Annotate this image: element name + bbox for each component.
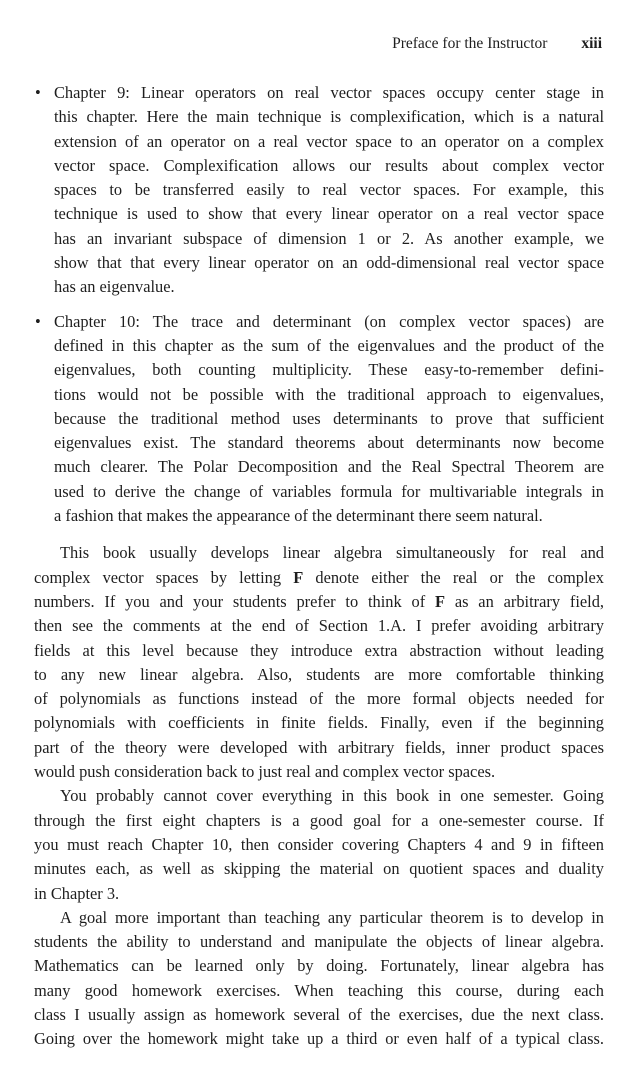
running-head — [392, 34, 602, 54]
text-line: A goal more important than teaching any particular theorem is to develop in — [60, 907, 604, 927]
text-line: many good homework exercises. When teaching this course, during each — [34, 980, 604, 1000]
text-line: used to derive the change of variables formula for multivariable integrals in — [54, 481, 604, 501]
text-line: Chapter 9: Linear operators on real vector spaces occupy center stage in — [54, 83, 604, 102]
field-symbol: F — [434, 591, 445, 611]
text-line: vector space. Complexification allows our results about complex vector — [54, 155, 604, 175]
text-line: has an eigenvalue. — [54, 277, 175, 297]
text-line: part of the theory were developed with arbitrary fields, inner product spaces — [34, 737, 604, 757]
text-line: to any new linear algebra. Also, students are more comfortable thinking — [34, 664, 604, 684]
text-line: polynomials with coefficients in finite fields. Finally, even if the beginning — [34, 713, 604, 733]
text-line: technique is used to show that every linear operator on a real vector space — [54, 204, 604, 224]
text-line: then see the comments at the end of Section 1.A. I prefer avoiding arbitrary — [34, 616, 604, 636]
text-line: Going over the homework might take up a third or even half of a typical class. — [34, 1029, 604, 1049]
text-line: students the ability to understand and manipulate the objects of linear algebra. — [34, 932, 604, 952]
text-line: eigenvalues exist. The standard theorems about determinants now become — [54, 433, 604, 453]
text-line: through the first eight chapters is a good goal for a one-semester course. If — [34, 810, 604, 830]
text-line: Mathematics can be learned only by doing. Fortunately, linear algebra has — [34, 956, 604, 976]
bullet-item-chapter-9 — [34, 81, 604, 300]
text-line: eigenvalues, both counting multiplicity. These easy-to-remember defini- — [54, 360, 604, 380]
text-line: of polynomials as functions instead of the more formal objects needed for — [34, 689, 604, 709]
page-body — [34, 81, 604, 1052]
text-line: Chapter 10: The trace and determinant (on complex vector spaces) are — [54, 311, 604, 331]
text-line: You probably cannot cover everything in this book in one semester. Going — [60, 786, 604, 806]
text-line: numbers. If you and your students prefer to think of F as an arbitrary field, — [34, 591, 604, 611]
paragraph-fields — [34, 541, 604, 784]
text-line: a fashion that makes the appearance of the determinant there seem natural. — [54, 506, 543, 526]
bullet-item-chapter-10 — [34, 310, 604, 529]
paragraph-goal — [34, 906, 604, 1052]
text-line: complex vector spaces by letting F denote either the real or the complex — [34, 567, 604, 587]
text-line: in Chapter 3. — [34, 883, 120, 903]
text-line: extension of an operator on a real vector space to an operator on a complex — [54, 131, 604, 151]
text-line: tions would not be possible with the traditional approach to eigenvalues, — [54, 384, 604, 404]
text-line: class I usually assign as homework several of the exercises, due the next class. — [34, 1004, 604, 1024]
text-line: you must reach Chapter 10, then consider covering Chapters 4 and 9 in fifteen — [34, 834, 604, 854]
text-line: has an invariant subspace of dimension 1 or 2. As another example, we — [54, 228, 604, 248]
text-line: would push consideration back to just real and complex vector spaces. — [34, 762, 496, 782]
text-line: show that that every linear operator on an odd-dimensional real vector space — [54, 253, 604, 273]
text-line: defined in this chapter as the sum of the eigenvalues and the product of the — [54, 335, 604, 355]
section-title: Preface for the Instructor — [392, 35, 548, 52]
paragraph-coverage — [34, 784, 604, 905]
text-line: This book usually develops linear algebra simultaneously for real and — [60, 543, 604, 563]
text-line: this chapter. Here the main technique is complexification, which is a natural — [54, 107, 604, 127]
text-line: spaces to be transferred easily to real vector spaces. For example, this — [54, 180, 604, 200]
page-number: xiii — [581, 35, 602, 52]
field-symbol: F — [293, 567, 304, 587]
text-line: fields at this level because they introduce extra abstraction without leading — [34, 640, 604, 660]
text-line: minutes each, as well as skipping the material on quotient spaces and duality — [34, 859, 604, 879]
bullet-icon: • — [35, 83, 41, 102]
text-line: because the traditional method uses determinants to prove that sufficient — [54, 408, 604, 428]
text-line: much clearer. The Polar Decomposition and the Real Spectral Theorem are — [54, 457, 604, 477]
bullet-icon: • — [35, 311, 41, 331]
